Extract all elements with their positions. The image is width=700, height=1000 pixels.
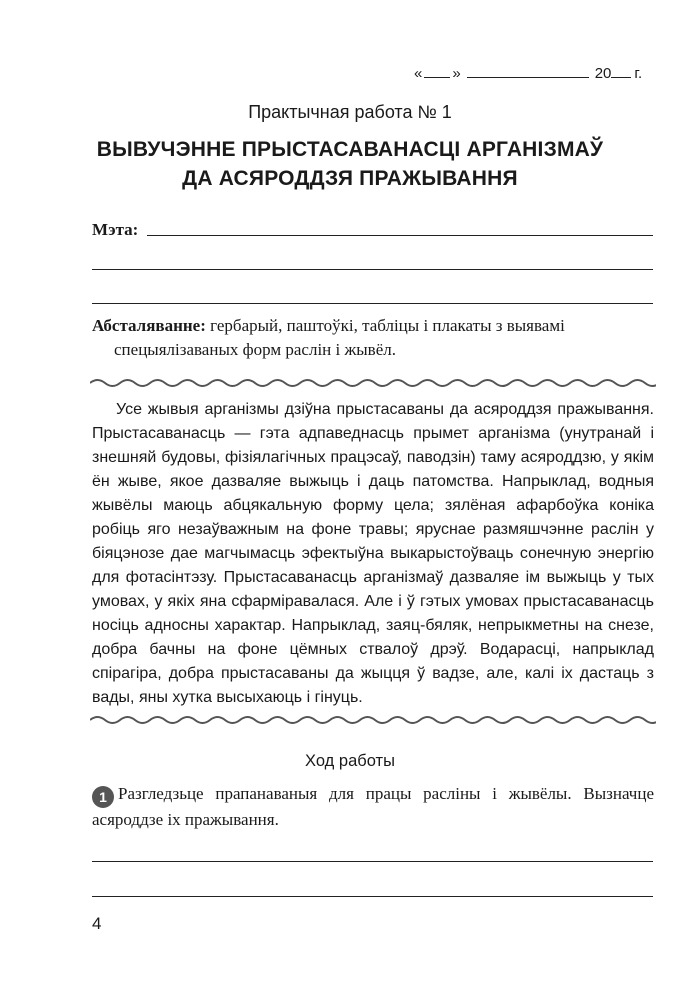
title-line-1: ВЫВУЧЭННЕ ПРЫСТАСАВАНАСЦІ АРГАНІЗМАЎ	[96, 138, 604, 161]
wavy-divider-bottom	[90, 714, 656, 726]
intro-paragraph: Усе жывыя арганізмы дзіўна прыстасаваны да асяроддзя пражывання. Прыстасаванасць — гэта адпаведнасць прымет арганізма (унутранай і знешняй будовы, фізіялагічных працэсаў, паводзін) таму асяроддзю, у якім ён жыве, якое дазваляе выжыць і даць патомства. Напрыклад, водныя жывёлы маюць абцякальную форму цела; зялёная афарбоўка коніка робіць яго незаўважным на фоне травы; яруснае размяшчэнне раслін у біяцэнозе дае магчымасць эфектыўна выкарыстоўваць сонечную энергію для фотасінтэзу. Прыстасаванасць арганізмаў дазваляе ім выжыць у тых умовах, у якіх яна сфарміравалася. Але і ў гэтых умовах прыстасаванасць носіць адносны характар. Напрыклад, заяц-бяляк, непрыкметны на снезе, добра бачны на фоне цёмных ствалоў дрэў. Водарасці, напрыклад спірагіра, добра прыстасаваны да жыцця ў вадзе, але, калі іх дастаць з вады, яны хутка высыхаюць і гінуць.	[92, 401, 654, 706]
equipment-text-line-2: спецыялізаваных форм раслін і жывёл.	[114, 340, 396, 359]
task-number-badge: 1	[92, 786, 114, 808]
year-suffix: г.	[634, 65, 643, 82]
task-1-text: Разгледзьце прапанаваныя для працы расліны і жывёлы. Вызначце асяроддзе іх пражывання.	[92, 784, 654, 829]
date-field	[414, 63, 642, 82]
goal-answer-line-2[interactable]	[92, 269, 653, 270]
date-close-quote: »	[452, 65, 461, 82]
work-number: Практычная работа № 1	[248, 102, 452, 122]
task-1	[92, 782, 654, 832]
equipment-text-line-1: гербарый, паштоўкі, табліцы і плакаты з выявамі	[205, 316, 565, 335]
workflow-heading: Ход работы	[305, 752, 395, 770]
day-blank[interactable]	[424, 63, 450, 78]
equipment-label: Абсталяванне:	[92, 316, 206, 335]
goal-answer-line-1[interactable]	[147, 235, 653, 236]
wavy-divider-top	[90, 377, 656, 389]
year-prefix: 20	[594, 65, 612, 82]
equipment-block	[92, 314, 654, 362]
goal-label: Мэта:	[92, 220, 139, 239]
task-answer-line-2[interactable]	[92, 896, 653, 897]
page-number: 4	[92, 914, 102, 933]
title-line-2: ДА АСЯРОДДЗЯ ПРАЖЫВАННЯ	[182, 167, 518, 190]
date-open-quote: «	[414, 65, 423, 82]
month-blank[interactable]	[467, 63, 589, 78]
page-title	[0, 135, 700, 193]
year-blank[interactable]	[611, 63, 631, 78]
goal-answer-line-3[interactable]	[92, 303, 653, 304]
task-answer-line-1[interactable]	[92, 861, 653, 862]
